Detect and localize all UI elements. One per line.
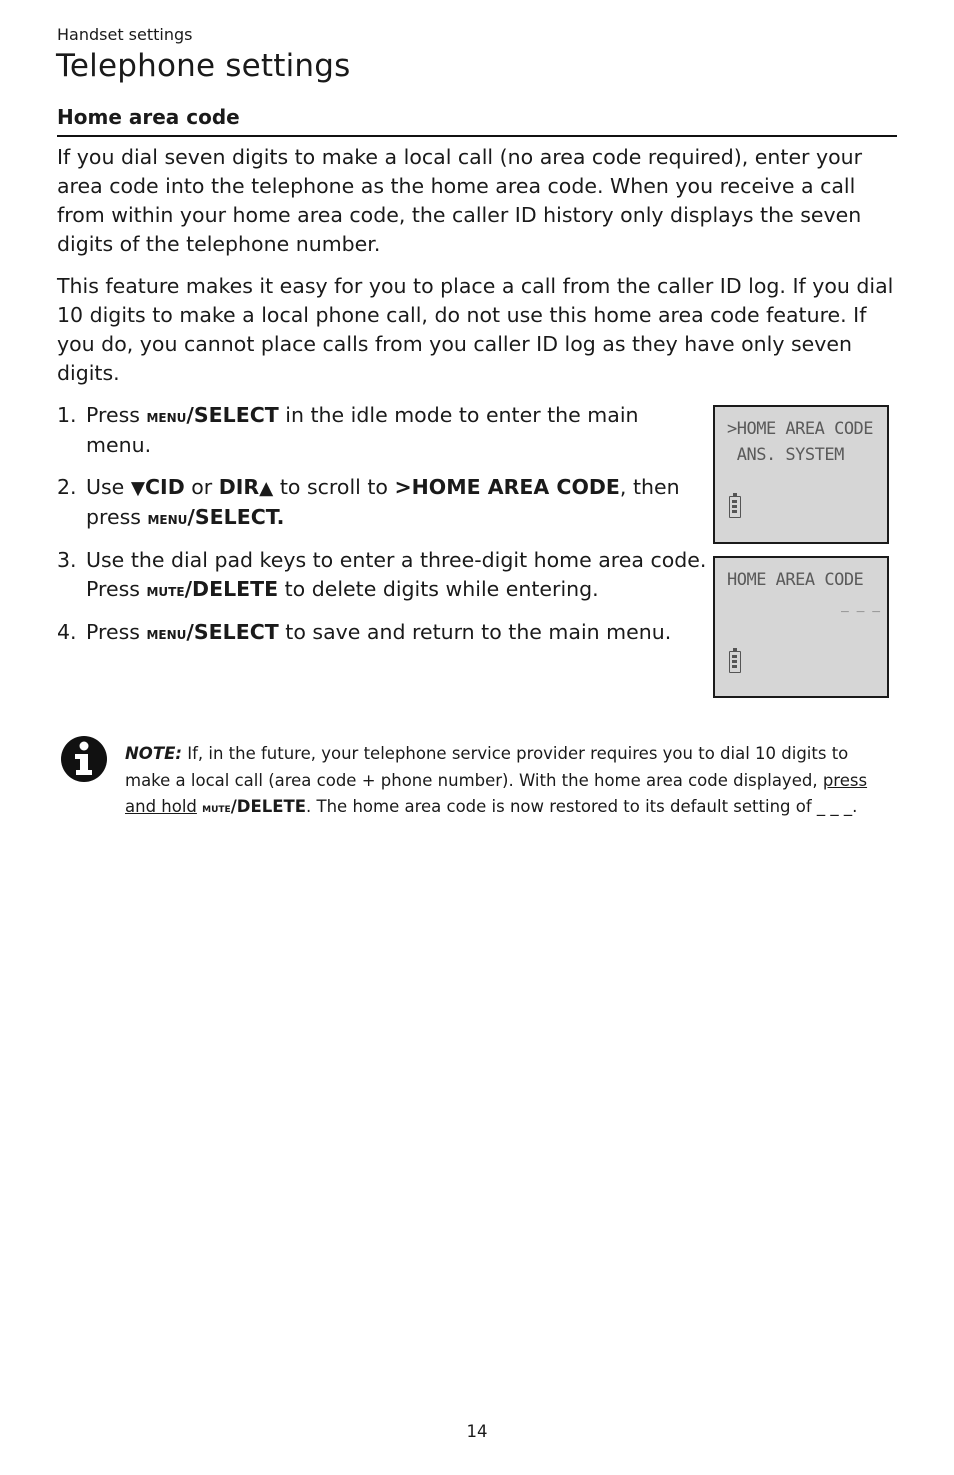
info-icon <box>60 735 108 783</box>
intro-paragraph: If you dial seven digits to make a local call (no area code required), enter your area code into the telephone as the home area code. When you receive a call from within your home area code, the caller ID history only displays the seven digits of the telephone number. <box>57 145 863 256</box>
heading-divider <box>57 135 897 137</box>
up-arrow-icon: ▲ <box>259 478 274 499</box>
screen-line-2: ANS. SYSTEM <box>727 445 844 465</box>
step-3: 3. Use the dial pad keys to enter a three-digit home area code. Press mute/DELETE to delete digits while entering. <box>57 548 707 601</box>
section-label: Handset settings <box>57 25 193 44</box>
mute-key-label: mute <box>202 800 231 816</box>
step-2: 2. Use ▼CID or DIR▲ to scroll to >HOME AREA CODE, then press menu/SELECT. <box>57 475 680 529</box>
screen-line-1: >HOME AREA CODE <box>727 419 874 439</box>
screen-line-1: HOME AREA CODE <box>727 570 864 590</box>
down-arrow-icon: ▼ <box>130 478 146 499</box>
handset-screen-entry <box>713 556 889 698</box>
battery-icon <box>729 651 741 673</box>
battery-icon <box>729 496 741 518</box>
page-number: 14 <box>466 1422 488 1441</box>
mute-key-label: mute <box>146 580 185 600</box>
subsection-heading: Home area code <box>57 105 240 129</box>
menu-key-label: menu <box>146 406 187 426</box>
area-code-placeholder: _ _ _ <box>841 598 881 613</box>
page-title: Telephone settings <box>56 48 351 84</box>
feature-paragraph: This feature makes it easy for you to place a call from the caller ID log. If you dial 10 digits to make a local phone call, do not use this home area code feature. If you do, you cannot place calls from you caller ID log as they have only seven digits. <box>57 274 894 385</box>
steps-list <box>57 401 707 661</box>
step-4: 4. Press menu/SELECT to save and return to the main menu. <box>57 620 672 644</box>
step-1: 1. Press menu/SELECT in the idle mode to enter the main menu. <box>57 403 639 457</box>
menu-key-label: menu <box>147 508 188 528</box>
menu-key-label: menu <box>146 623 187 643</box>
handset-screen-menu <box>713 405 889 544</box>
note-text: NOTE: If, in the future, your telephone service provider requires you to dial 10 digits to make a local call (area code + phone number). With the home area code displayed, press and hold mute/DELETE. The home area code is now restored to its default setting of _ _ _. <box>125 744 868 816</box>
